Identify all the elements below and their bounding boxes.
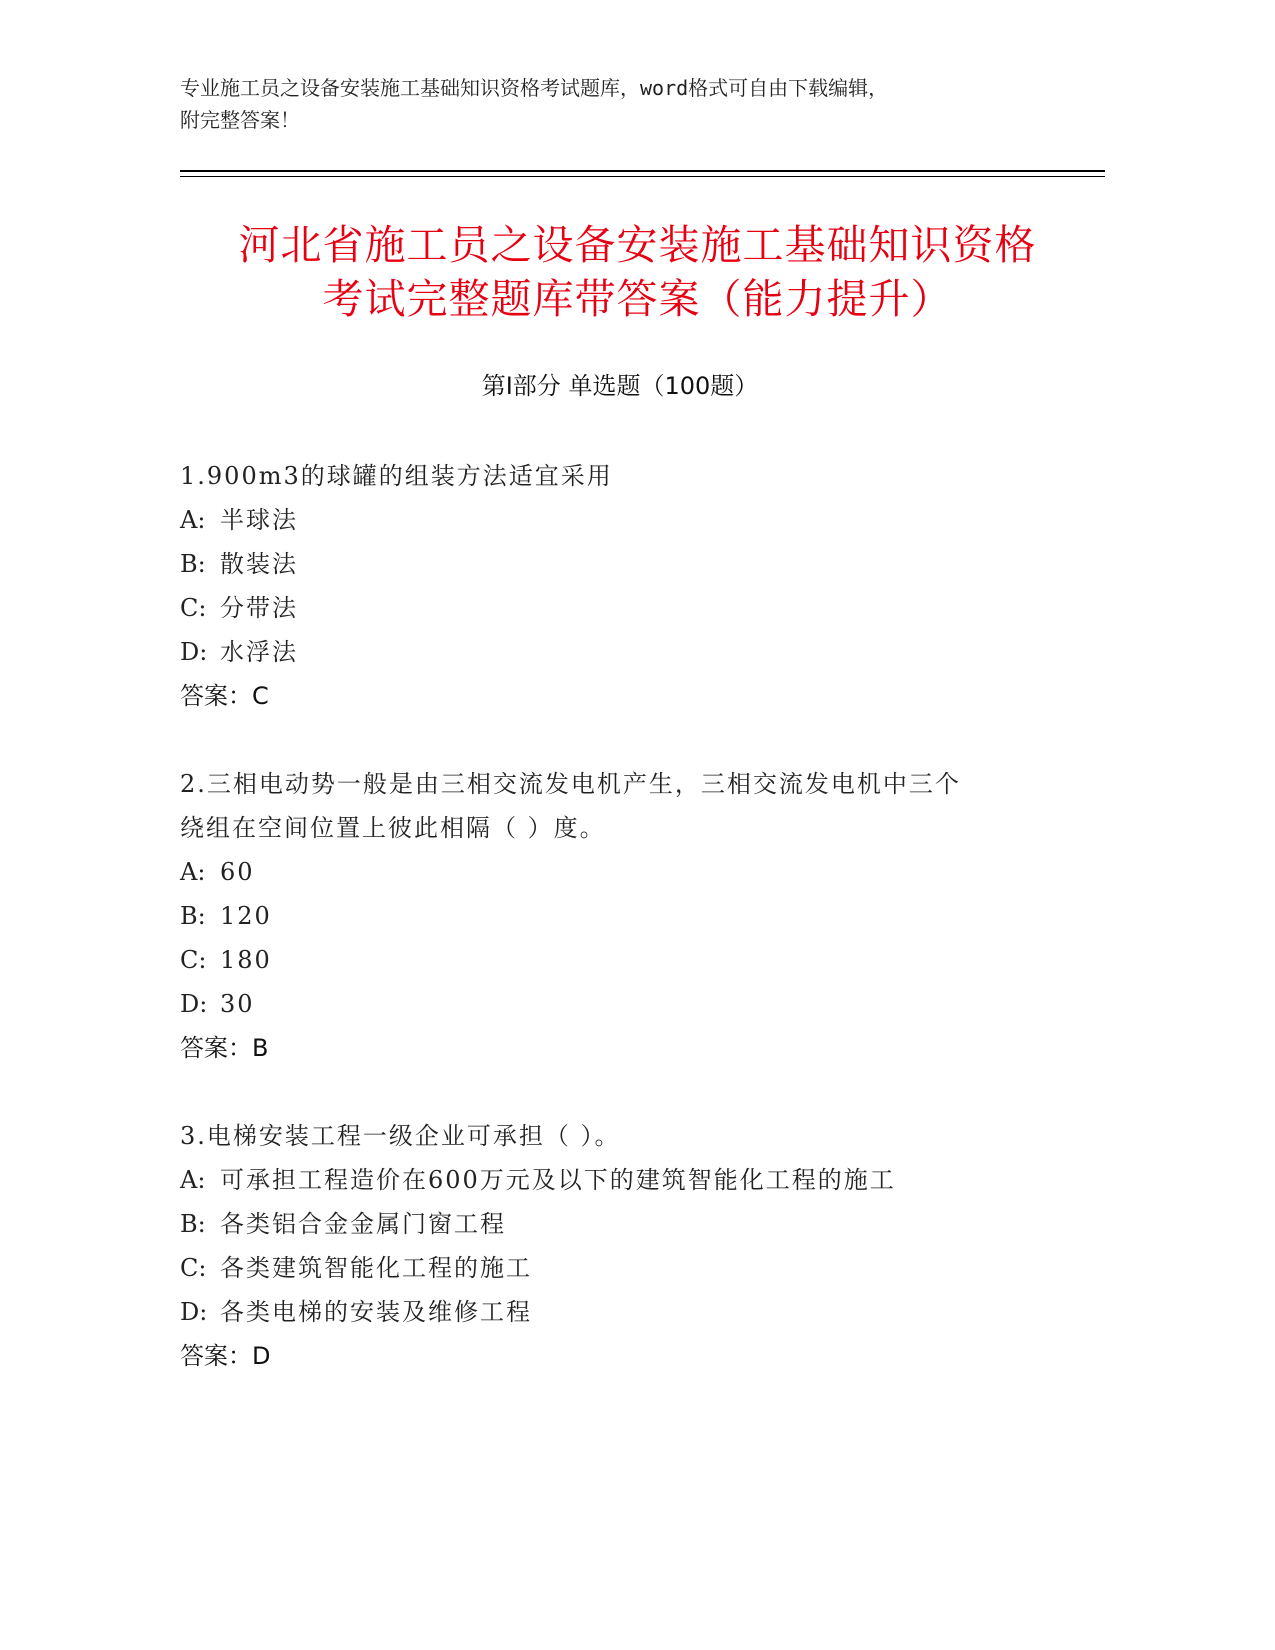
option-text: 30 bbox=[220, 990, 255, 1018]
question-stem: 3.电梯安装工程一级企业可承担（ ）。 bbox=[180, 1122, 621, 1150]
header-note-line-1: 专业施工员之设备安装施工基础知识资格考试题库，word格式可自由下载编辑， bbox=[180, 76, 889, 100]
option-b bbox=[180, 894, 1080, 938]
option-letter: D: bbox=[180, 990, 208, 1018]
option-d bbox=[180, 1290, 1080, 1334]
question-stem-continued: 绕组在空间位置上彼此相隔（ ）度。 bbox=[180, 814, 606, 842]
option-text: 各类铝合金金属门窗工程 bbox=[220, 1210, 506, 1238]
option-a bbox=[180, 1158, 1080, 1202]
header-note-line-2: 附完整答案！ bbox=[180, 108, 300, 132]
option-d bbox=[180, 982, 1080, 1026]
answer-line: 答案：D bbox=[180, 1342, 271, 1370]
option-letter: A: bbox=[180, 1166, 206, 1194]
option-text: 180 bbox=[220, 946, 272, 974]
option-letter: D: bbox=[180, 638, 208, 666]
option-letter: C: bbox=[180, 594, 207, 622]
document-title bbox=[160, 218, 1115, 326]
header-note bbox=[180, 72, 1080, 136]
option-text: 可承担工程造价在600万元及以下的建筑智能化工程的施工 bbox=[220, 1166, 896, 1194]
option-letter: C: bbox=[180, 1254, 207, 1282]
question-stem: 2.三相电动势一般是由三相交流发电机产生，三相交流发电机中三个 bbox=[180, 770, 961, 798]
header-divider-thick bbox=[180, 170, 1105, 172]
header-divider-thin bbox=[180, 176, 1105, 177]
option-text: 散装法 bbox=[220, 550, 298, 578]
option-c bbox=[180, 586, 1080, 630]
option-text: 各类电梯的安装及维修工程 bbox=[220, 1298, 532, 1326]
question-item bbox=[180, 454, 1080, 718]
question-stem: 1.900m3的球罐的组装方法适宜采用 bbox=[180, 462, 613, 490]
option-text: 分带法 bbox=[220, 594, 298, 622]
option-letter: A: bbox=[180, 858, 206, 886]
option-d bbox=[180, 630, 1080, 674]
option-b bbox=[180, 542, 1080, 586]
option-text: 半球法 bbox=[220, 506, 298, 534]
option-a bbox=[180, 498, 1080, 542]
option-c bbox=[180, 938, 1080, 982]
section-heading: 第Ⅰ部分 单选题（100题） bbox=[481, 372, 759, 400]
question-item bbox=[180, 1114, 1080, 1378]
document-title-line-2: 考试完整题库带答案（能力提升） bbox=[322, 275, 953, 323]
option-letter: B: bbox=[180, 1210, 206, 1238]
option-text: 水浮法 bbox=[220, 638, 298, 666]
question-list bbox=[180, 454, 1080, 1422]
option-letter: B: bbox=[180, 902, 206, 930]
answer-line: 答案：B bbox=[180, 1034, 269, 1062]
option-letter: B: bbox=[180, 550, 206, 578]
option-text: 120 bbox=[220, 902, 272, 930]
option-letter: C: bbox=[180, 946, 207, 974]
answer-line: 答案：C bbox=[180, 682, 269, 710]
document-title-line-1: 河北省施工员之设备安装施工基础知识资格 bbox=[238, 221, 1037, 269]
option-letter: A: bbox=[180, 506, 206, 534]
option-letter: D: bbox=[180, 1298, 208, 1326]
option-a bbox=[180, 850, 1080, 894]
option-text: 60 bbox=[220, 858, 255, 886]
option-text: 各类建筑智能化工程的施工 bbox=[220, 1254, 532, 1282]
option-c bbox=[180, 1246, 1080, 1290]
option-b bbox=[180, 1202, 1080, 1246]
question-item bbox=[180, 762, 1080, 1070]
